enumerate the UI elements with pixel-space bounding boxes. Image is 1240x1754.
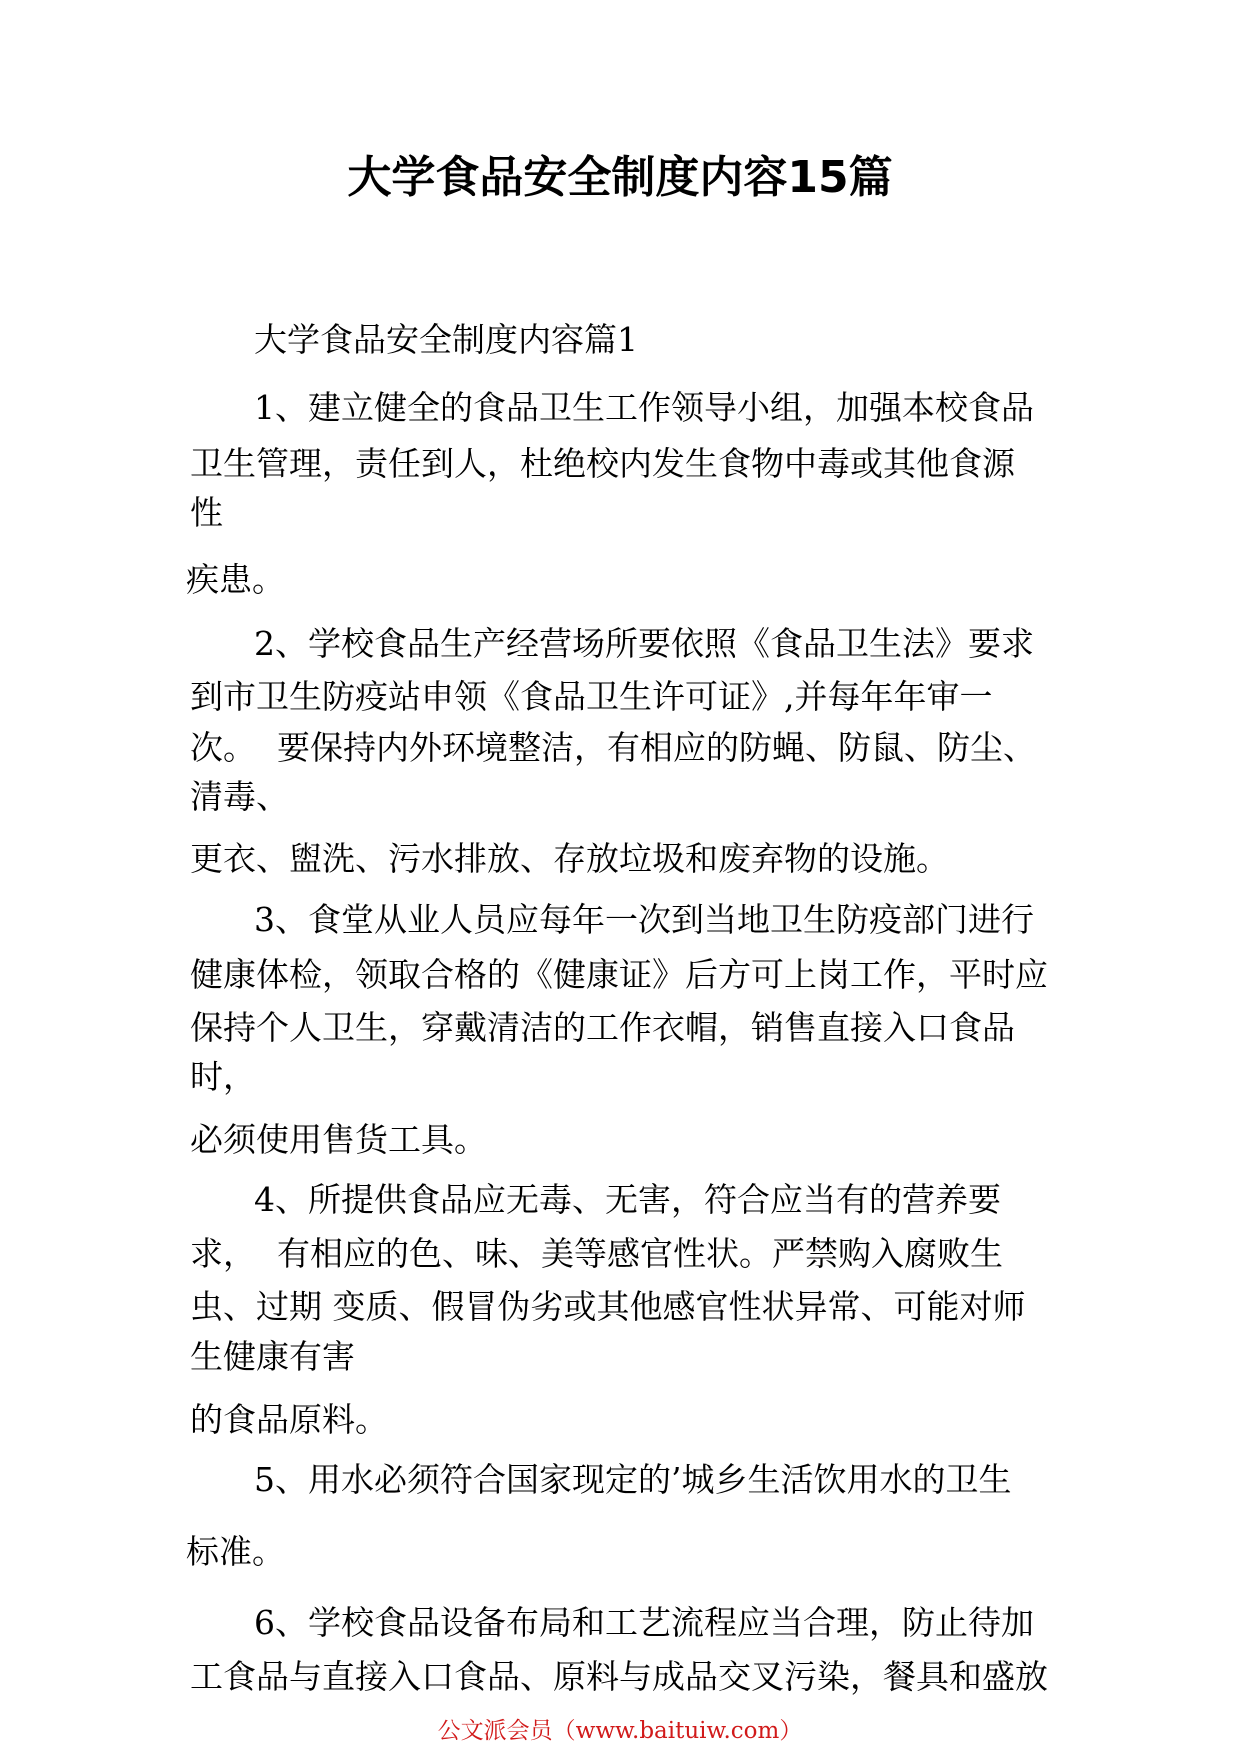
body-line: 疾患。 [186,560,285,599]
body-line: 清毒、 [190,777,289,816]
body-line: 健康体检，领取合格的《健康证》后方可上岗工作，平时应 [190,955,1048,994]
body-line: 生健康有害 [190,1337,355,1376]
body-line: 工食品与直接入口食品、原料与成品交叉污染，餐具和盛放 [190,1657,1048,1696]
body-line: 保持个人卫生，穿戴清洁的工作衣帽，销售直接入口食品 [190,1008,1015,1047]
body-line: 到市卫生防疫站申领《食品卫生许可证》,并每年年审一 [190,677,993,716]
body-line: 的食品原料。 [190,1400,388,1439]
body-line: 时， [190,1057,256,1096]
body-line: 卫生管理，责任到人，杜绝校内发生食物中毒或其他食源 [190,444,1015,483]
body-line: 6、学校食品设备布局和工艺流程应当合理，防止待加 [254,1603,1034,1642]
body-line: 次。 要保持内外环境整洁，有相应的防蝇、防鼠、防尘、 [190,728,1036,767]
document-title: 大学食品安全制度内容15篇 [347,152,893,203]
body-line: 5、用水必须符合国家现定的’城乡生活饮用水的卫生 [254,1460,1012,1499]
body-line: 2、学校食品生产经营场所要依照《食品卫生法》要求 [254,624,1034,663]
section-heading: 大学食品安全制度内容篇1 [254,320,638,359]
body-line: 必须使用售货工具。 [190,1120,487,1159]
body-line: 求， 有相应的色、味、美等感官性状。严禁购入腐败生 [190,1234,1003,1273]
footer-watermark: 公文派会员（www.baituiw.com） [437,1718,803,1744]
body-line: 虫、过期 变质、假冒伪劣或其他感官性状异常、可能对师 [190,1287,1026,1326]
body-line: 标准。 [186,1532,285,1571]
body-line: 1、建立健全的食品卫生工作领导小组，加强本校食品 [254,388,1034,427]
body-line: 4、所提供食品应无毒、无害，符合应当有的营养要 [254,1180,1001,1219]
body-line: 性 [190,493,223,532]
body-line: 3、食堂从业人员应每年一次到当地卫生防疫部门进行 [254,900,1034,939]
body-line: 更衣、盥洗、污水排放、存放垃圾和废弃物的设施。 [190,839,949,878]
